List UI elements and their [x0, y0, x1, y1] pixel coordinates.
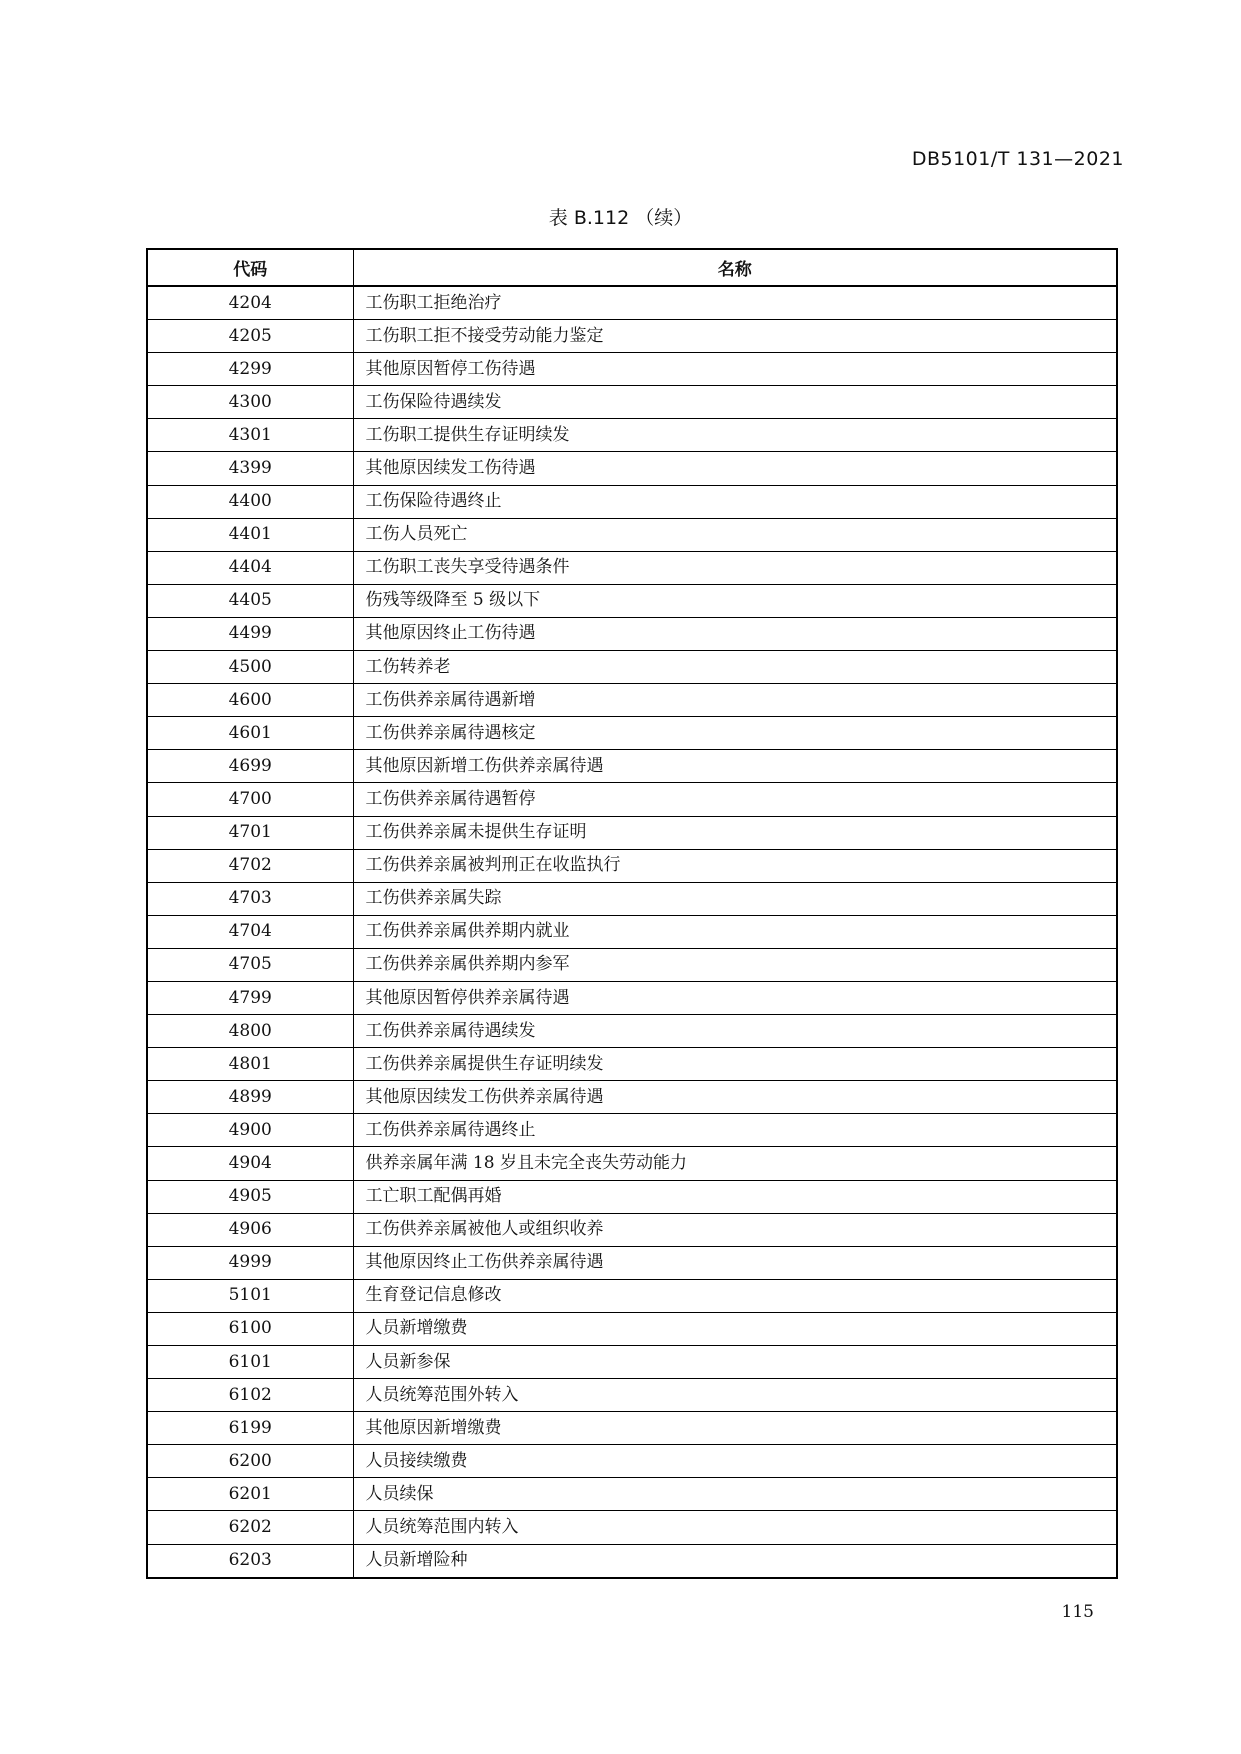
- name-cell: 工亡职工配偶再婚: [353, 1180, 1117, 1213]
- table-row: [147, 1478, 1117, 1511]
- name-cell: 其他原因终止工伤待遇: [353, 617, 1117, 650]
- code-cell: 4205: [147, 320, 353, 353]
- name-cell: 工伤人员死亡: [353, 518, 1117, 551]
- code-cell: 4999: [147, 1246, 353, 1279]
- code-cell: 4801: [147, 1048, 353, 1081]
- name-cell: 人员统筹范围内转入: [353, 1511, 1117, 1544]
- table-row: [147, 485, 1117, 518]
- code-cell: 4699: [147, 750, 353, 783]
- name-cell: 工伤供养亲属失踪: [353, 882, 1117, 915]
- code-cell: 6102: [147, 1379, 353, 1412]
- code-cell: 4204: [147, 286, 353, 320]
- code-cell: 6202: [147, 1511, 353, 1544]
- name-cell: 工伤职工提供生存证明续发: [353, 419, 1117, 452]
- name-cell: 工伤职工拒不接受劳动能力鉴定: [353, 320, 1117, 353]
- table-header-row: [147, 249, 1117, 286]
- table-row: [147, 1346, 1117, 1379]
- code-cell: 4700: [147, 783, 353, 816]
- table-row: [147, 518, 1117, 551]
- code-cell: 4702: [147, 849, 353, 882]
- code-cell: 4899: [147, 1081, 353, 1114]
- name-cell: 工伤供养亲属待遇暂停: [353, 783, 1117, 816]
- name-cell: 工伤供养亲属供养期内参军: [353, 948, 1117, 981]
- name-cell: 工伤供养亲属被他人或组织收养: [353, 1213, 1117, 1246]
- code-cell: 4300: [147, 386, 353, 419]
- table-row: [147, 981, 1117, 1014]
- code-cell: 4499: [147, 617, 353, 650]
- name-cell: 工伤供养亲属待遇新增: [353, 684, 1117, 717]
- code-cell: 4405: [147, 584, 353, 617]
- name-cell: 工伤供养亲属提供生存证明续发: [353, 1048, 1117, 1081]
- name-cell: 工伤供养亲属供养期内就业: [353, 915, 1117, 948]
- table-row: [147, 320, 1117, 353]
- code-cell: 4301: [147, 419, 353, 452]
- table-row: [147, 1114, 1117, 1147]
- table-row: [147, 1379, 1117, 1412]
- name-cell: 工伤供养亲属待遇续发: [353, 1015, 1117, 1048]
- code-cell: 4401: [147, 518, 353, 551]
- code-cell: 4600: [147, 684, 353, 717]
- code-cell: 4904: [147, 1147, 353, 1180]
- table-row: [147, 1412, 1117, 1445]
- name-cell: 工伤职工拒绝治疗: [353, 286, 1117, 320]
- table-row: [147, 816, 1117, 849]
- code-cell: 5101: [147, 1279, 353, 1312]
- code-cell: 4900: [147, 1114, 353, 1147]
- column-header-code: 代码: [147, 249, 353, 286]
- name-cell: 其他原因新增工伤供养亲属待遇: [353, 750, 1117, 783]
- name-cell: 工伤转养老: [353, 651, 1117, 684]
- document-code: DB5101/T 131—2021: [911, 148, 1124, 170]
- name-cell: 人员续保: [353, 1478, 1117, 1511]
- table-row: [147, 849, 1117, 882]
- name-cell: 工伤保险待遇终止: [353, 485, 1117, 518]
- name-cell: 工伤保险待遇续发: [353, 386, 1117, 419]
- table-row: [147, 948, 1117, 981]
- table-row: [147, 684, 1117, 717]
- name-cell: 工伤供养亲属待遇核定: [353, 717, 1117, 750]
- name-cell: 其他原因新增缴费: [353, 1412, 1117, 1445]
- table-row: [147, 717, 1117, 750]
- code-cell: 4299: [147, 353, 353, 386]
- code-cell: 6199: [147, 1412, 353, 1445]
- table-row: [147, 1445, 1117, 1478]
- table-row: [147, 452, 1117, 485]
- table-row: [147, 1511, 1117, 1544]
- name-cell: 人员新增险种: [353, 1544, 1117, 1578]
- code-cell: 6201: [147, 1478, 353, 1511]
- code-cell: 4906: [147, 1213, 353, 1246]
- table-row: [147, 1180, 1117, 1213]
- table-row: [147, 915, 1117, 948]
- table-row: [147, 750, 1117, 783]
- table-row: [147, 1213, 1117, 1246]
- code-cell: 6100: [147, 1312, 353, 1345]
- code-cell: 4399: [147, 452, 353, 485]
- name-cell: 工伤职工丧失享受待遇条件: [353, 551, 1117, 584]
- code-cell: 4703: [147, 882, 353, 915]
- code-cell: 6101: [147, 1346, 353, 1379]
- code-cell: 6203: [147, 1544, 353, 1578]
- name-cell: 其他原因暂停工伤待遇: [353, 353, 1117, 386]
- table-title: 表 B.112 （续）: [548, 207, 693, 229]
- page-number: 115: [1061, 1602, 1094, 1622]
- code-cell: 4905: [147, 1180, 353, 1213]
- name-cell: 工伤供养亲属未提供生存证明: [353, 816, 1117, 849]
- code-cell: 6200: [147, 1445, 353, 1478]
- table-row: [147, 1081, 1117, 1114]
- table-row: [147, 1246, 1117, 1279]
- table-body: [147, 286, 1117, 1578]
- table-row: [147, 1544, 1117, 1578]
- code-cell: 4800: [147, 1015, 353, 1048]
- table-row: [147, 783, 1117, 816]
- name-cell: 人员新增缴费: [353, 1312, 1117, 1345]
- name-cell: 其他原因暂停供养亲属待遇: [353, 981, 1117, 1014]
- name-cell: 人员新参保: [353, 1346, 1117, 1379]
- code-cell: 4500: [147, 651, 353, 684]
- table-row: [147, 551, 1117, 584]
- table-row: [147, 584, 1117, 617]
- name-cell: 人员统筹范围外转入: [353, 1379, 1117, 1412]
- table-row: [147, 651, 1117, 684]
- table-row: [147, 1048, 1117, 1081]
- name-cell: 生育登记信息修改: [353, 1279, 1117, 1312]
- table-row: [147, 617, 1117, 650]
- table-row: [147, 386, 1117, 419]
- table-row: [147, 1147, 1117, 1180]
- name-cell: 工伤供养亲属待遇终止: [353, 1114, 1117, 1147]
- table-row: [147, 286, 1117, 320]
- code-table: [146, 248, 1118, 1579]
- table-row: [147, 353, 1117, 386]
- name-cell: 工伤供养亲属被判刑正在收监执行: [353, 849, 1117, 882]
- table-row: [147, 1279, 1117, 1312]
- name-cell: 其他原因终止工伤供养亲属待遇: [353, 1246, 1117, 1279]
- code-cell: 4400: [147, 485, 353, 518]
- table-row: [147, 1015, 1117, 1048]
- name-cell: 供养亲属年满 18 岁且未完全丧失劳动能力: [353, 1147, 1117, 1180]
- name-cell: 其他原因续发工伤供养亲属待遇: [353, 1081, 1117, 1114]
- code-cell: 4404: [147, 551, 353, 584]
- code-cell: 4705: [147, 948, 353, 981]
- table-row: [147, 419, 1117, 452]
- code-cell: 4601: [147, 717, 353, 750]
- name-cell: 其他原因续发工伤待遇: [353, 452, 1117, 485]
- table-row: [147, 1312, 1117, 1345]
- table-row: [147, 882, 1117, 915]
- code-cell: 4701: [147, 816, 353, 849]
- column-header-name: 名称: [353, 249, 1117, 286]
- name-cell: 人员接续缴费: [353, 1445, 1117, 1478]
- code-cell: 4799: [147, 981, 353, 1014]
- code-cell: 4704: [147, 915, 353, 948]
- name-cell: 伤残等级降至 5 级以下: [353, 584, 1117, 617]
